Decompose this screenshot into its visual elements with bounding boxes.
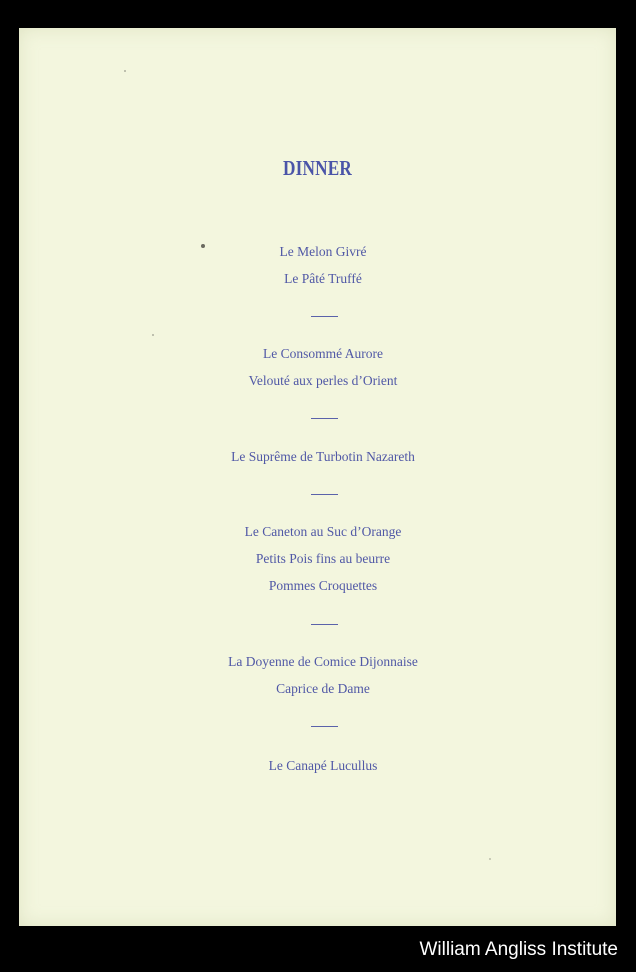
paper-speck — [124, 70, 126, 72]
menu-item: Le Consommé Aurore — [263, 346, 383, 361]
course-separator — [311, 418, 338, 419]
institute-credit: William Angliss Institute — [419, 939, 618, 960]
menu-item: Le Canapé Lucullus — [268, 758, 378, 773]
menu-item: Pommes Croquettes — [268, 578, 378, 593]
menu-card — [19, 28, 616, 926]
menu-item: Caprice de Dame — [276, 681, 370, 696]
menu-item: Velouté aux perles d’Orient — [248, 373, 398, 388]
menu-item: Le Melon Givré — [279, 244, 367, 259]
menu-item: Le Caneton au Suc d’Orange — [244, 524, 402, 539]
paper-speck — [152, 334, 154, 336]
menu-item: La Doyenne de Comice Dijonnaise — [228, 654, 418, 669]
menu-item: Le Pâté Truffé — [284, 271, 362, 286]
course-separator — [311, 726, 338, 727]
menu-item: Le Suprême de Turbotin Nazareth — [231, 449, 415, 464]
menu-item: Petits Pois fins au beurre — [255, 551, 391, 566]
course-separator — [311, 494, 338, 495]
menu-title: DINNER — [283, 156, 352, 180]
paper-speck — [489, 858, 491, 860]
course-separator — [311, 624, 338, 625]
course-separator — [311, 316, 338, 317]
